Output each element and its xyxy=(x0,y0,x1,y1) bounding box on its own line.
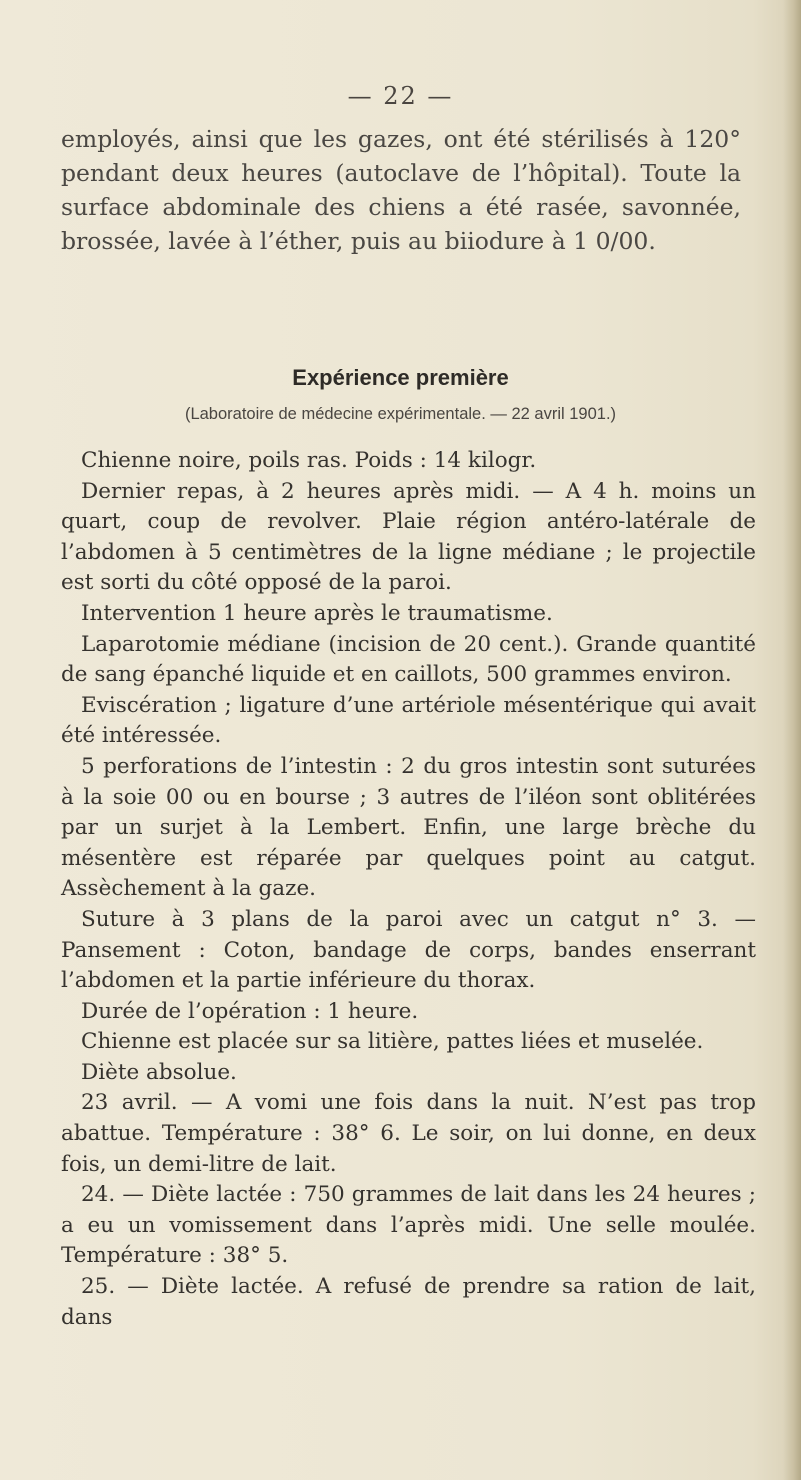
paragraph: Eviscération ; ligature d’une artériole mésentérique qui avait été intéressée. xyxy=(61,692,756,749)
paragraph: 24. — Diète lactée : 750 grammes de lait dans les 24 heures ; a eu un vomissement dans l’après midi. Une selle moulée. Température : 38° 5. xyxy=(61,1182,756,1269)
paragraph: 5 perforations de l’intestin : 2 du gros intestin sont suturées à la soie 00 ou en bourse ; 3 autres de l’iléon sont oblitérées par un surjet à la Lembert. Enfin, une large brèche du mésentère est réparée par quelques point au catgut. Assèchement à la gaze. xyxy=(61,753,756,902)
paragraph: Suture à 3 plans de la paroi avec un catgut n° 3. — Pansement : Coton, bandage de corps, bandes enserrant l’abdomen et la partie inférieure du thorax. xyxy=(61,906,756,994)
paragraph: Intervention 1 heure après le traumatisme. xyxy=(81,600,553,626)
paragraph: Diète absolue. xyxy=(81,1059,237,1085)
paragraph: 23 avril. — A vomi une fois dans la nuit. N’est pas trop abattue. Température : 38° 6. Le soir, on lui donne, en deux fois, un demi-litre de lait. xyxy=(61,1090,756,1177)
page-edge-shadow xyxy=(783,0,801,1480)
paragraph: Dernier repas, à 2 heures après midi. — A 4 h. moins un quart, coup de revolver. Plaie région antéro-latérale de l’abdomen à 5 centimètres de la ligne médiane ; le projectile est sorti du côté opposé de la paroi. xyxy=(61,478,756,596)
section-subtitle: (Laboratoire de médecine expérimentale. — 22 avril 1901.) xyxy=(184,405,617,423)
experiment-body xyxy=(61,446,756,1333)
paragraph: Laparotomie médiane (incision de 20 cent.). Grande quantité de sang épanché liquide et en caillots, 500 grammes environ. xyxy=(61,631,756,688)
page-number: — 22 — xyxy=(347,82,454,110)
section-title: Expérience première xyxy=(292,365,509,390)
paragraph: Chienne est placée sur sa litière, pattes liées et muselée. xyxy=(81,1029,704,1055)
paragraph: Durée de l’opération : 1 heure. xyxy=(81,998,419,1024)
paragraph: Chienne noire, poils ras. Poids : 14 kilogr. xyxy=(81,448,537,473)
paragraph: 25. — Diète lactée. A refusé de prendre sa ration de lait, dans xyxy=(61,1274,756,1330)
intro-paragraph: employés, ainsi que les gazes, ont été stérilisés à 120° pendant deux heures (autoclave de l’hôpital). Toute la surface abdominale des chiens a été rasée, savonnée, brossée, lavée à l’éther, puis au biiodure à 1 0/00. xyxy=(61,125,741,255)
